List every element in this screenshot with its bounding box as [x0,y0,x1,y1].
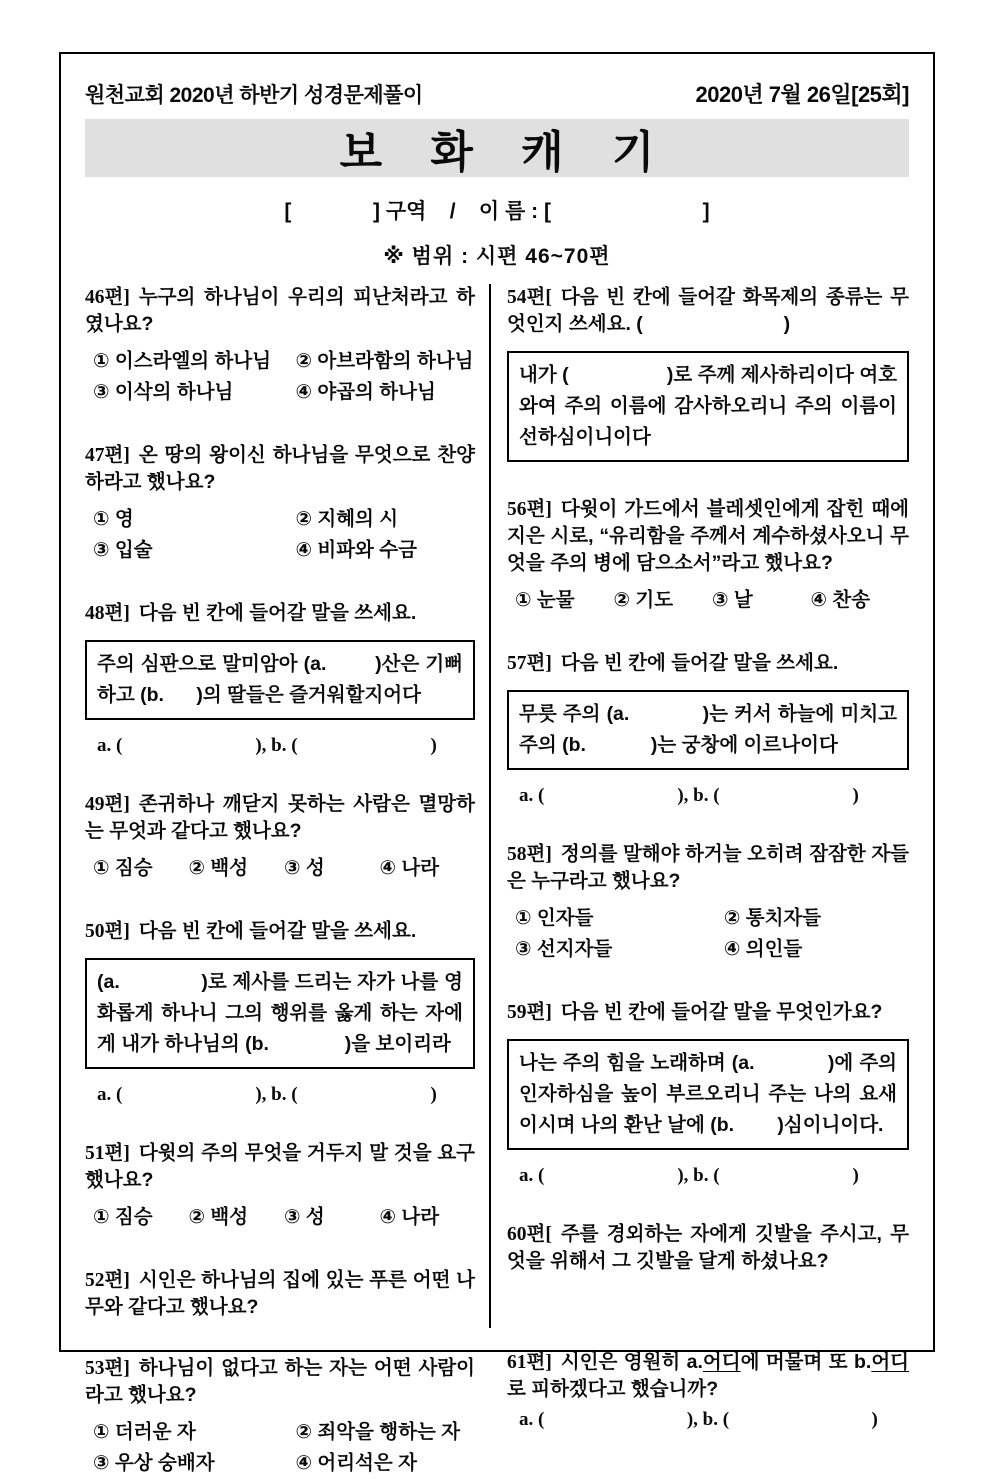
option-2: ② 백성 [188,857,249,879]
option-1: ① 짐승 [93,857,153,879]
zone-name-line: [ ] 구역 / 이 름 : [ ] [284,200,710,223]
page-header [85,78,909,109]
question-body: 정의를 말해야 하거늘 오히려 잠잠한 자들은 누구라고 했나요? [507,843,909,892]
question-body-pre: 시인은 영원히 a. [560,1351,703,1373]
option-2: ② 아브라함의 하나님 [295,350,474,372]
question-text [85,600,475,627]
question-50 [85,918,475,1106]
question-number: 52편] [85,1270,130,1291]
option-2: ② 기도 [613,589,674,611]
question-number: 59편] [507,1002,552,1023]
question-body: 온 땅의 왕이신 하나님을 무엇으로 찬양하라고 했나요? [85,444,475,493]
question-60 [507,1221,909,1275]
question-text [507,841,909,895]
question-text [85,1355,475,1409]
option-2: ② 통치자들 [723,907,822,929]
question-text [507,650,909,677]
question-body: 존귀하나 깨닫지 못하는 사람은 멸망하는 무엇과 같다고 했나요? [85,793,475,842]
question-body: 다음 빈 칸에 들어갈 화목제의 종류는 무엇인지 쓰세요. ( ) [507,286,909,335]
question-number: 51편] [85,1143,130,1164]
question-body-mid: 에 머물며 또 b. [740,1351,872,1373]
question-58 [507,841,909,965]
question-54 [507,284,909,462]
question-body-post: 로 피하겠다고 했습니까? [507,1378,719,1400]
option-2: ② 지혜의 시 [295,508,399,530]
underlined-blank-b: 어디 [871,1351,909,1373]
option-3: ③ 입술 [93,539,153,561]
quote-box: (a. )로 제사를 드리는 자가 나를 영화롭게 하나니 그의 행위를 옳게 하는 자에게 내가 하나님의 (b. )을 보이리라 [85,958,475,1069]
option-1: ① 더러운 자 [93,1421,196,1443]
question-text [85,442,475,496]
header-left-title: 원천교회 2020년 하반기 성경문제풀이 [85,84,423,107]
option-3: ③ 선지자들 [515,938,613,960]
answer-line: a. ( ), b. ( ) [519,1165,859,1186]
question-48 [85,600,475,757]
option-1: ① 이스라엘의 하나님 [93,350,272,372]
question-body: 주를 경외하는 자에게 깃발을 주시고, 무엇을 위해서 그 깃발을 달게 하셨나요? [507,1223,909,1272]
question-body: 다음 빈 칸에 들어갈 말을 쓰세요. [560,652,839,674]
scope-line: ※ 범위 : 시편 46~70편 [383,245,611,268]
question-number: 56편] [507,499,552,520]
option-4: ④ 어리석은 자 [295,1452,417,1474]
option-3: ③ 우상 숭배자 [93,1452,215,1474]
question-text [507,1349,909,1403]
question-body: 하나님이 없다고 하는 자는 어떤 사람이라고 했나요? [85,1357,475,1406]
question-56 [507,496,909,616]
worksheet-page [59,52,935,1474]
option-1: ① 영 [93,508,134,530]
question-body: 누구의 하나님이 우리의 피난처라고 하였나요? [85,286,475,335]
question-51 [85,1140,475,1233]
question-number: 49편] [85,794,130,815]
answer-line: a. ( ), b. ( ) [97,735,437,756]
column-right [491,284,909,1430]
option-4: ④ 비파와 수금 [295,539,417,561]
question-number: 53편] [85,1358,130,1379]
two-column-area [85,284,909,1474]
option-4: ④ 나라 [379,1206,440,1228]
option-1: ① 눈물 [515,589,575,611]
question-text [85,1267,475,1321]
options [85,1202,475,1233]
title-banner [85,119,909,177]
option-1: ① 짐승 [93,1206,153,1228]
question-body: 다음 빈 칸에 들어갈 말을 쓰세요. [138,602,417,624]
options [85,1417,475,1479]
question-number: 57편] [507,653,552,674]
question-text [85,918,475,945]
quote-box: 내가 ( )로 주께 제사하리이다 여호와여 주의 이름에 감사하오리니 주의 이름이 선하심이니이다 [507,351,909,462]
option-2: ② 죄악을 행하는 자 [295,1421,461,1443]
option-2: ② 백성 [188,1206,249,1228]
question-body: 시인은 하나님의 집에 있는 푸른 어떤 나무와 같다고 했나요? [85,1269,475,1318]
page-title: 보 화 캐 기 [339,128,673,177]
option-4: ④ 야곱의 하나님 [295,381,436,403]
option-3: ③ 성 [284,857,325,879]
question-text [507,284,909,338]
question-text [85,791,475,845]
question-number: 46편] [85,287,130,308]
question-body: 다윗이 가드에서 블레셋인에게 잡힌 때에 지은 시로, “유리함을 주께서 계수하셨사오니 무엇을 주의 병에 담으소서”라고 했나요? [507,498,909,574]
question-text [85,1140,475,1194]
question-number: 47편] [85,445,130,466]
quote-box: 나는 주의 힘을 노래하며 (a. )에 주의 인자하심을 높이 부르오리니 주는 나의 요새이시며 나의 환난 날에 (b. )심이니이다. [507,1039,909,1150]
underlined-blank-a: 어디 [702,1351,741,1373]
question-number: 50편] [85,921,130,942]
column-left [85,284,489,1474]
question-number: 60편[ [507,1224,552,1245]
question-number: 48편] [85,603,130,624]
options [85,346,475,408]
question-57 [507,650,909,807]
options [507,903,909,965]
question-text [507,999,909,1026]
options [85,504,475,566]
question-text [85,284,475,338]
question-text [507,1221,909,1275]
question-text [507,496,909,577]
question-53 [85,1355,475,1479]
answer-line: a. ( ), b. ( ) [519,1409,878,1430]
question-body: 다음 빈 칸에 들어갈 말을 무엇인가요? [560,1001,883,1023]
question-59 [507,999,909,1187]
answer-line: a. ( ), b. ( ) [519,785,859,806]
question-61 [507,1349,909,1431]
option-4: ④ 나라 [379,857,440,879]
question-number: 58편] [507,844,552,865]
question-number: 54편[ [507,287,552,308]
answer-line: a. ( ), b. ( ) [97,1084,437,1105]
options [85,853,475,884]
quote-box: 무릇 주의 (a. )는 커서 하늘에 미치고 주의 (b. )는 궁창에 이르나이다 [507,690,909,770]
options [507,585,909,616]
option-4: ④ 의인들 [723,938,803,960]
question-body: 다윗의 주의 무엇을 거두지 말 것을 요구했나요? [85,1142,475,1191]
question-body: 다음 빈 칸에 들어갈 말을 쓰세요. [138,920,417,942]
quote-box: 주의 심판으로 말미암아 (a. )산은 기뻐하고 (b. )의 딸들은 즐거워할지어다 [85,640,475,720]
header-date: 2020년 7월 26일[25회] [695,82,909,107]
option-3: ③ 이삭의 하나님 [93,381,234,403]
question-52 [85,1267,475,1321]
option-1: ① 인자들 [515,907,594,929]
option-3: ③ 성 [284,1206,325,1228]
question-46 [85,284,475,408]
option-4: ④ 찬송 [810,589,871,611]
option-3: ③ 날 [712,589,753,611]
question-47 [85,442,475,566]
page-inner [61,54,933,1474]
question-49 [85,791,475,884]
question-number: 61편] [507,1352,552,1373]
